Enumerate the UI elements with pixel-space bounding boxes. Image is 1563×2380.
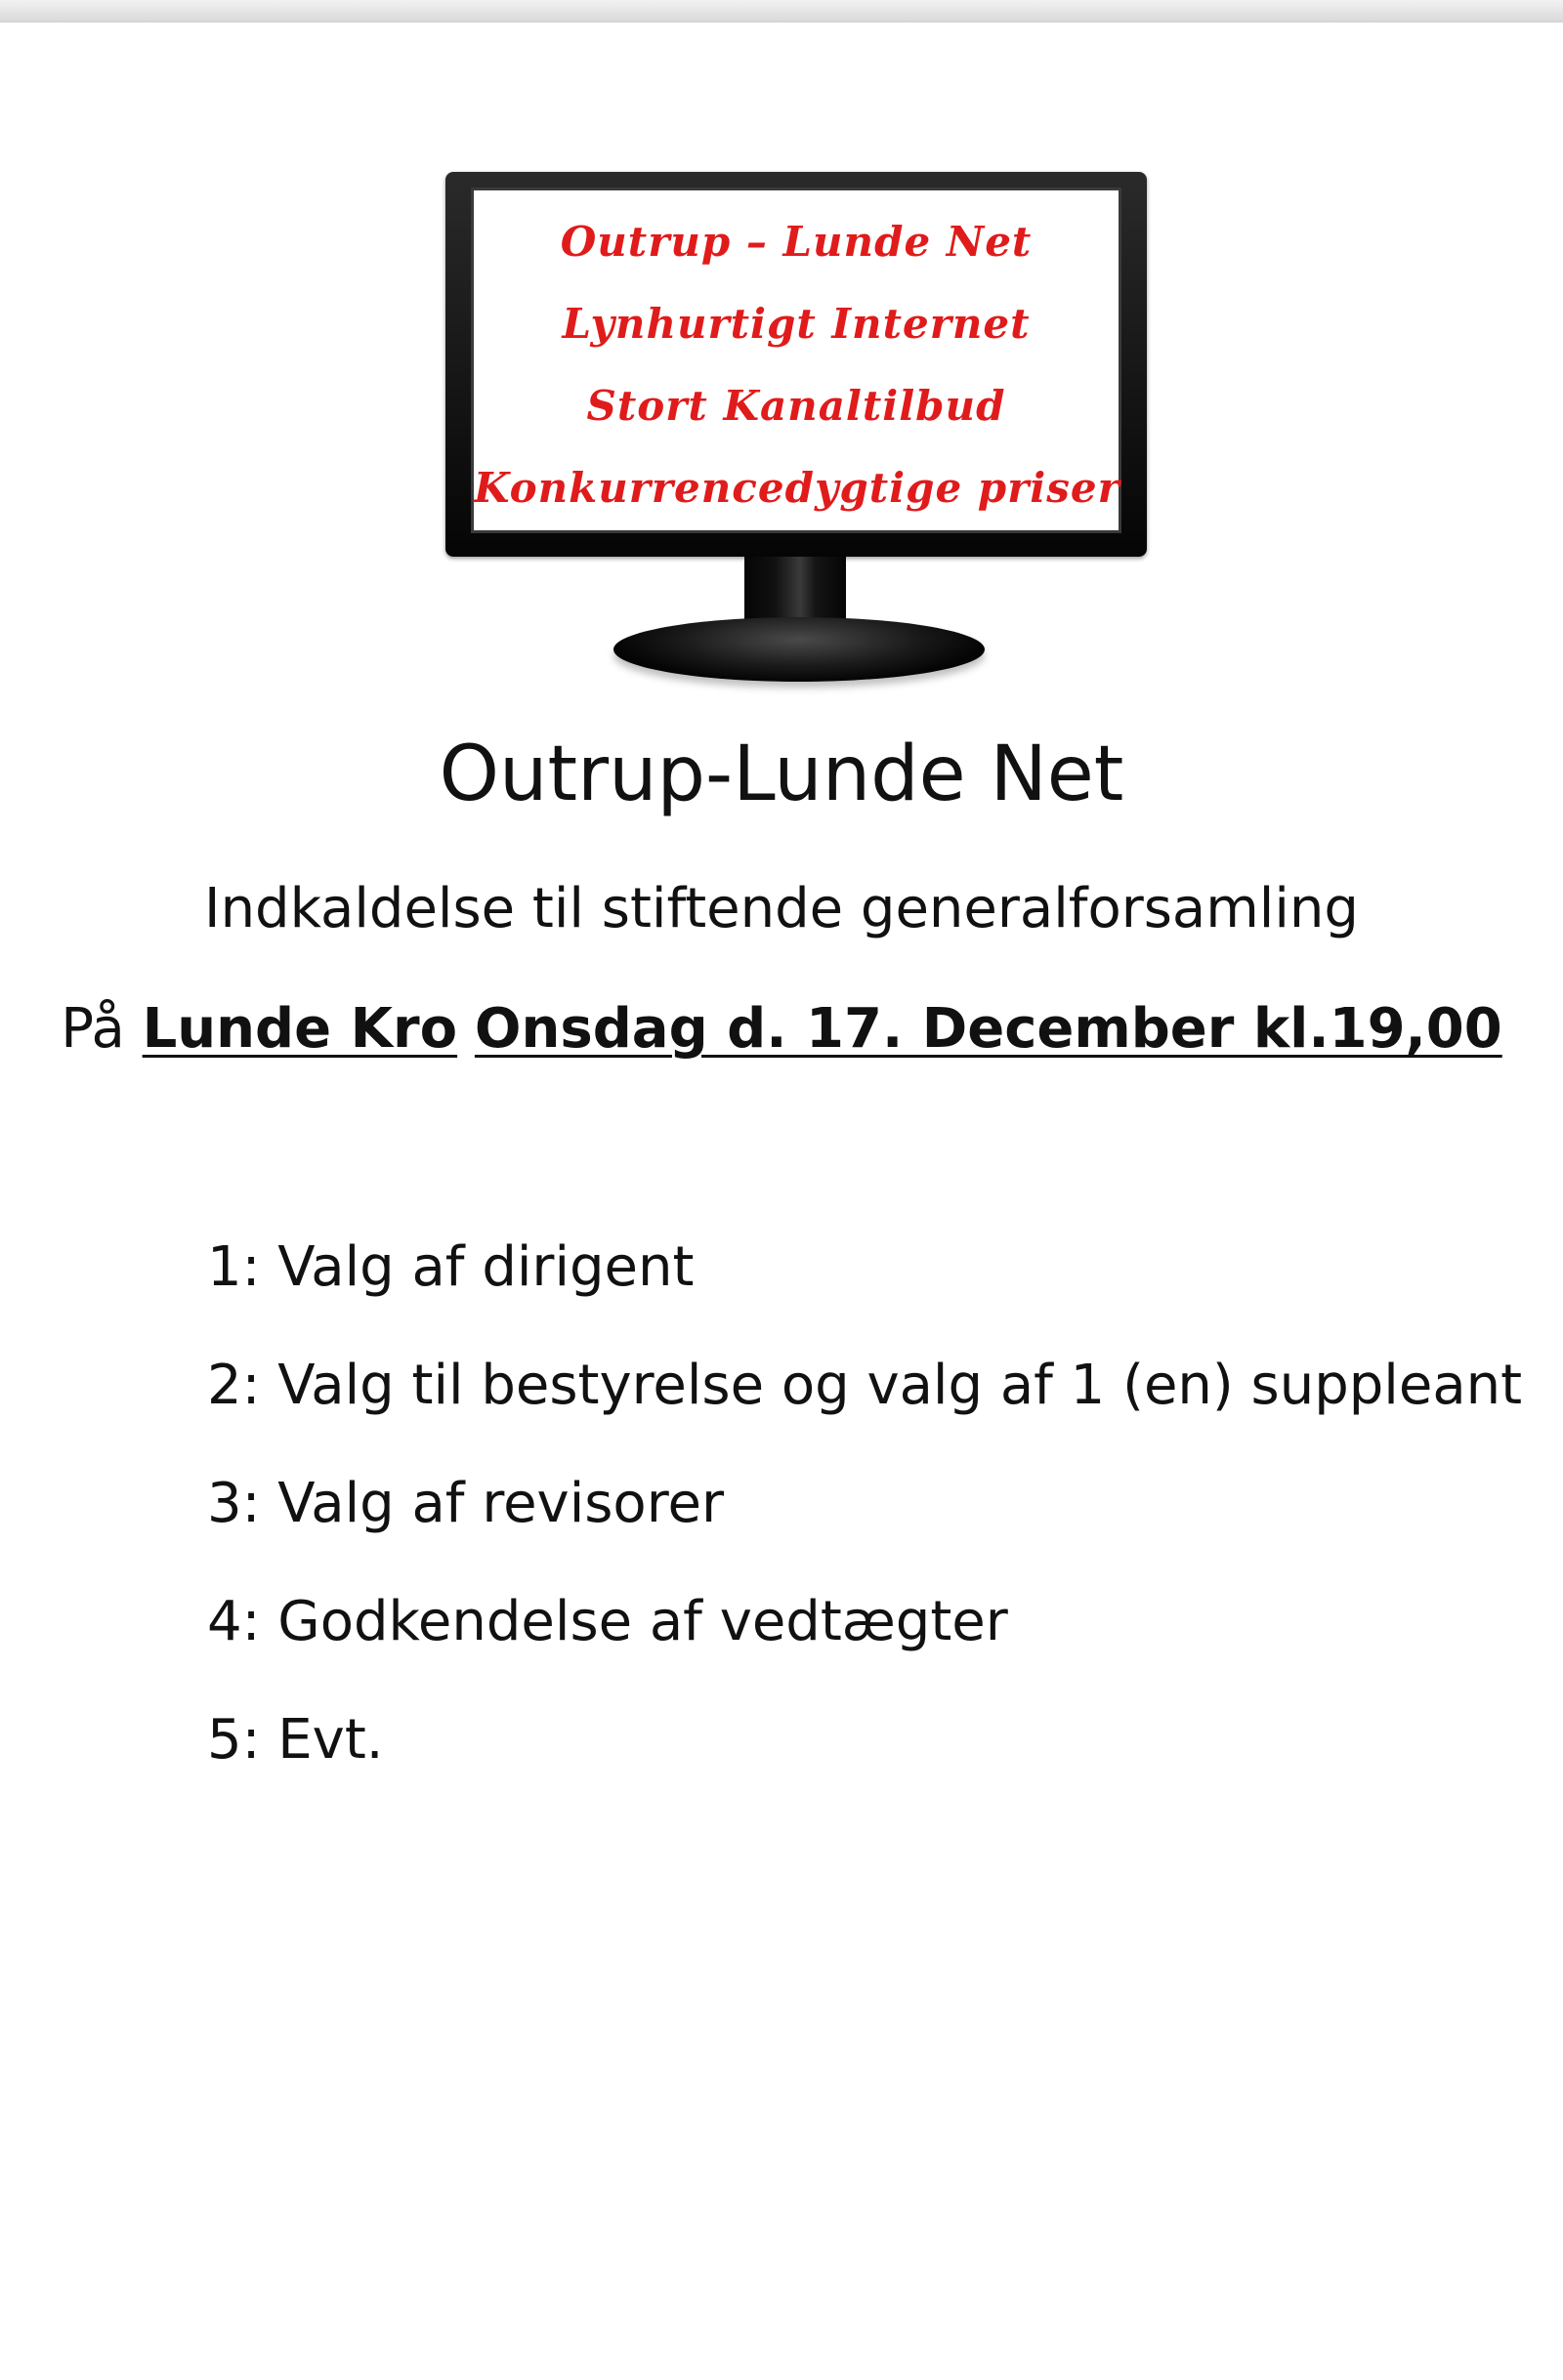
venue-place: Lunde Kro bbox=[142, 997, 458, 1061]
page-title: Outrup-Lunde Net bbox=[439, 731, 1124, 818]
agenda-item: 4: Godkendelse af vedtægter bbox=[207, 1590, 1008, 1653]
agenda-item: 1: Valg af dirigent bbox=[207, 1235, 695, 1299]
screen-line-4: Konkurrencedygtige priser bbox=[474, 464, 1120, 512]
venue-line bbox=[0, 994, 1563, 1065]
page-subtitle: Indkaldelse til stiftende generalforsamling bbox=[204, 877, 1359, 940]
monitor-stand-base bbox=[613, 617, 985, 682]
venue-prefix: På bbox=[61, 997, 125, 1061]
screen-line-3: Stort Kanaltilbud bbox=[586, 382, 1006, 430]
agenda-item: 2: Valg til bestyrelse og valg af 1 (en) suppleant bbox=[207, 1354, 1523, 1417]
monitor-screen bbox=[471, 188, 1121, 533]
agenda-list bbox=[207, 1232, 1523, 1823]
agenda-item: 3: Valg af revisorer bbox=[207, 1472, 724, 1535]
venue-datetime: Onsdag d. 17. December kl.19,00 bbox=[474, 997, 1502, 1061]
agenda-item: 5: Evt. bbox=[207, 1708, 384, 1772]
monitor-icon bbox=[445, 172, 1147, 557]
screen-line-2: Lynhurtigt Internet bbox=[562, 300, 1031, 348]
screen-line-1: Outrup – Lunde Net bbox=[560, 218, 1033, 266]
viewer-top-bar bbox=[0, 0, 1563, 22]
